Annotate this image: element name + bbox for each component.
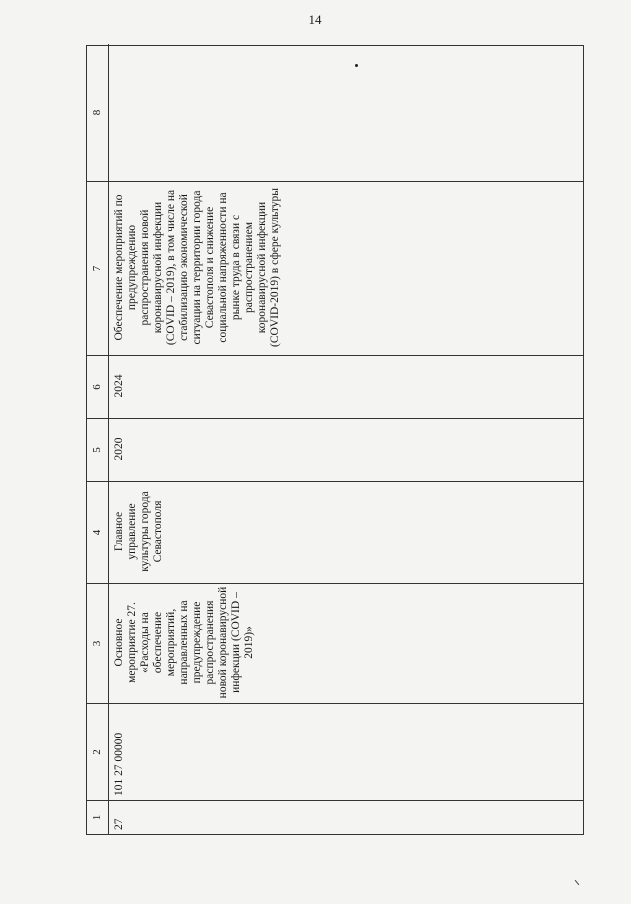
rotated-table: [86, 45, 584, 835]
budget-code-cell: 101 27 00000: [109, 703, 583, 800]
header-col-2: 2: [87, 703, 109, 800]
header-col-6: 6: [87, 355, 109, 418]
header-col-1: 1: [87, 800, 109, 834]
program-table: [86, 45, 584, 835]
scan-dot: [355, 64, 358, 67]
col8-cell: [109, 44, 583, 181]
header-col-7: 7: [87, 181, 109, 355]
end-year-cell: 2024: [109, 355, 583, 418]
result-cell: Обеспечение мероприятий по предупреждению распространения новой коронавирусной инфекции (COVID – 2019), в том числе на стабилизацию экономической ситуации на территории города Севастополя и снижение социальной напряженности на рынке труда в связи с распространением коронавирусной инфекции (COVID-2019) в сфере культуры: [109, 181, 583, 355]
scan-mark: [575, 880, 580, 885]
header-col-8: 8: [87, 44, 109, 181]
event-name-cell: Основное мероприятие 27. «Расходы на обеспечение мероприятий, направленных на предупреждение распространения новой коронавирусной инфекции (COVID – 2019)»: [109, 583, 583, 703]
page-number: 14: [308, 12, 322, 27]
header-col-5: 5: [87, 418, 109, 481]
header-col-3: 3: [87, 583, 109, 703]
start-year-cell: 2020: [109, 418, 583, 481]
header-col-4: 4: [87, 481, 109, 583]
row-number-cell: 27: [109, 800, 583, 834]
executor-cell: Главное управление культуры города Севастополя: [109, 481, 583, 583]
